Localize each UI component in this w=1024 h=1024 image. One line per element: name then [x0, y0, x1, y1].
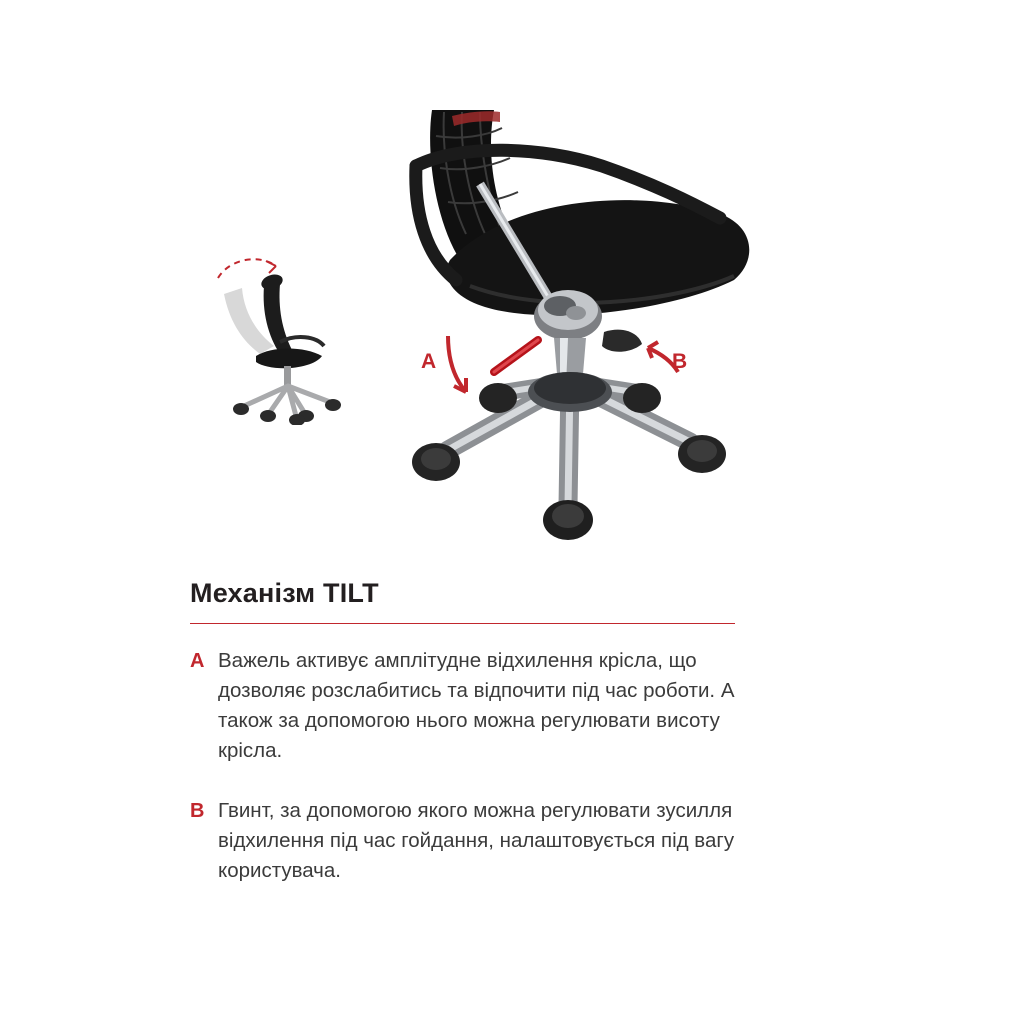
list-item — [190, 646, 790, 766]
list-item-key-a: A — [190, 650, 205, 672]
page-title: Механізм TILT — [190, 578, 379, 608]
headrest-shape — [259, 272, 284, 292]
list-item — [190, 796, 790, 886]
marker-label-a: A — [421, 350, 437, 373]
list-item-key-b: B — [190, 800, 205, 822]
description-block — [190, 578, 790, 916]
thumbnail-chair-image — [200, 250, 370, 425]
title-divider — [190, 623, 735, 624]
list-item-text-a: Важель активує амплітудне відхилення крісла, що дозволяє розслабитись та відпочити під час роботи. А також за допомогою нього можна регулювати висоту крісла. — [218, 649, 735, 762]
red-arc-arrow-a-icon — [448, 336, 466, 392]
marker-label-b: B — [672, 350, 688, 373]
tension-screw-shape — [602, 330, 642, 352]
gas-cylinder-shape — [284, 366, 291, 386]
chair-base-shape — [244, 386, 330, 416]
list-item-text-b: Гвинт, за допомогою якого можна регулювати зусилля відхилення під час гойдання, налаштовується під вагу користувача. — [218, 799, 735, 882]
seat-shape — [256, 349, 322, 369]
main-chair-image — [390, 110, 810, 570]
